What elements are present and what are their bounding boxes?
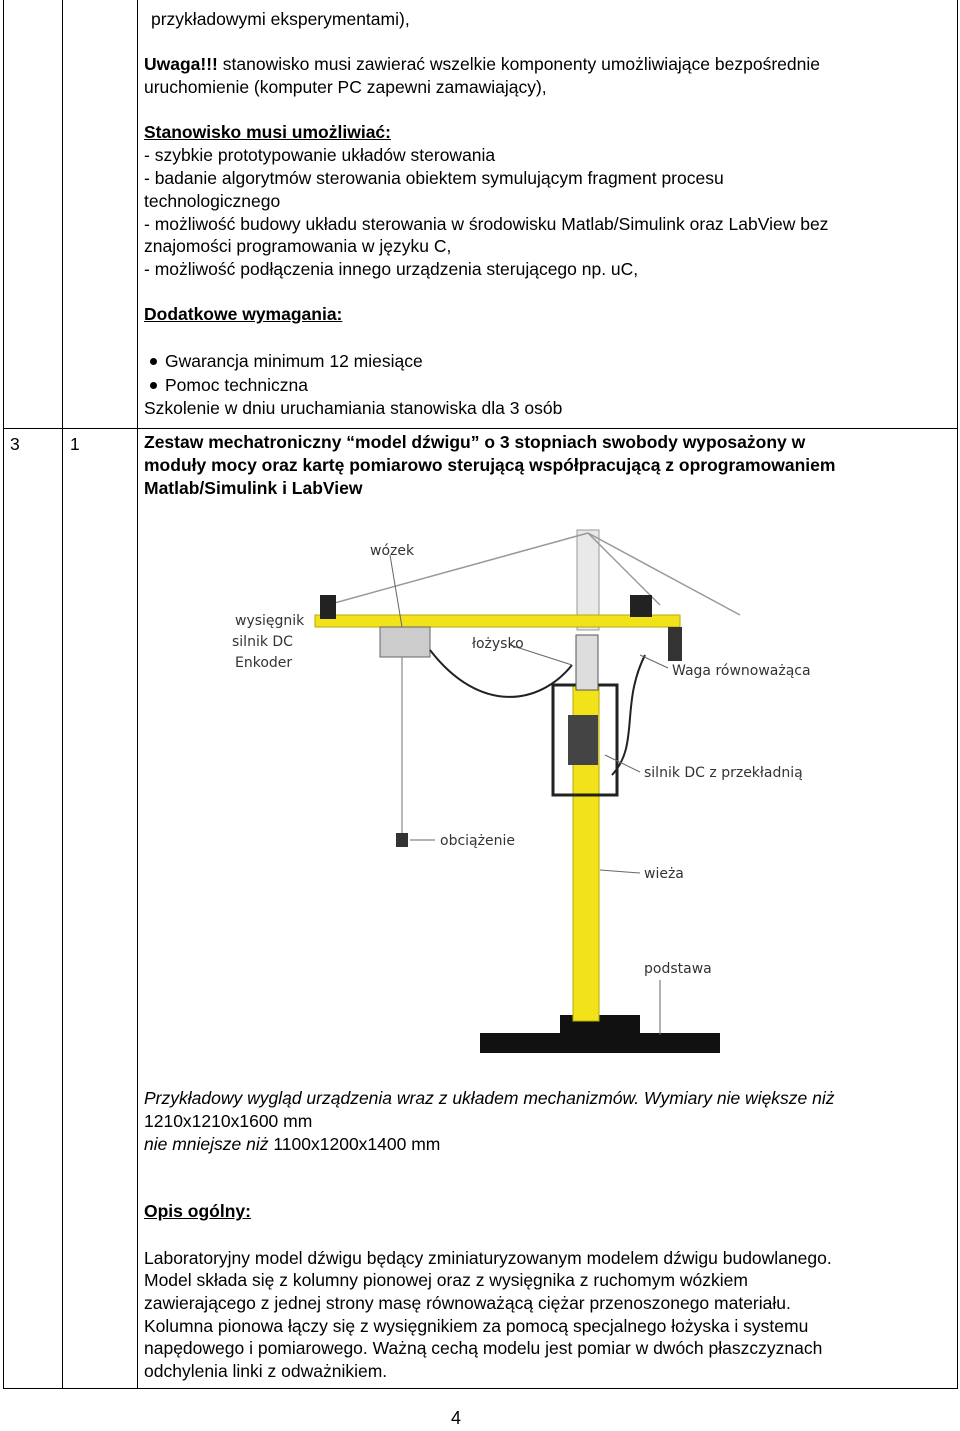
requirement-line: - możliwość podłączenia innego urządzenia sterującego np. uC, bbox=[144, 259, 639, 279]
base-foot bbox=[560, 1015, 640, 1035]
page-number: 4 bbox=[450, 1408, 461, 1428]
bearing bbox=[576, 635, 598, 690]
row-divider bbox=[3, 428, 957, 429]
base-plate bbox=[480, 1033, 720, 1053]
callout-line bbox=[640, 655, 668, 668]
description-line: Laboratoryjny model dźwigu będący zminiaturyzowanym modelem dźwigu budowlanego. bbox=[144, 1248, 832, 1268]
requirement-line: znajomości programowania w języku C, bbox=[144, 236, 452, 256]
bullet-item: Gwarancja minimum 12 miesiące bbox=[165, 351, 423, 371]
label-silnik-dc: silnik DC bbox=[232, 634, 293, 650]
row-lp: 3 bbox=[10, 434, 20, 454]
uwaga-label: Uwaga!!! bbox=[144, 54, 218, 74]
label-wozek: wózek bbox=[370, 543, 415, 559]
bullet-icon bbox=[150, 358, 157, 365]
item-title-line: Matlab/Simulink i LabView bbox=[144, 478, 363, 498]
cable bbox=[430, 650, 572, 697]
stanowisko-heading: Stanowisko musi umożliwiać: bbox=[144, 122, 391, 142]
uwaga-line-2: uruchomienie (komputer PC zapewni zamawiający), bbox=[144, 77, 547, 97]
boom bbox=[315, 615, 680, 627]
dodatkowe-heading: Dodatkowe wymagania: bbox=[144, 304, 343, 324]
label-waga: Waga równoważąca bbox=[672, 663, 811, 679]
column-divider-qty bbox=[137, 0, 138, 1388]
label-enkoder: Enkoder bbox=[235, 655, 293, 671]
label-podstawa: podstawa bbox=[644, 961, 712, 977]
row-qty: 1 bbox=[70, 434, 80, 454]
item-title-line: Zestaw mechatroniczny “model dźwigu” o 3 stopniach swobody wyposażony w bbox=[144, 432, 806, 452]
gear-motor bbox=[568, 715, 598, 765]
requirement-line: technologicznego bbox=[144, 191, 281, 211]
label-wieza: wieża bbox=[644, 866, 684, 882]
requirement-line: - badanie algorytmów sterowania obiektem symulującym fragment procesu bbox=[144, 168, 724, 188]
dimension-min-label: nie mniejsze niż bbox=[144, 1134, 269, 1154]
szkolenie-line: Szkolenie w dniu uruchamiania stanowiska dla 3 osób bbox=[144, 398, 563, 418]
description-line: zawierającego z jednej strony masę równoważącą ciężar przenoszonego materiału. bbox=[144, 1293, 791, 1313]
requirement-line: - możliwość budowy układu sterowania w środowisku Matlab/Simulink oraz LabView bez bbox=[144, 214, 829, 234]
continuation-text: przykładowymi eksperymentami), bbox=[151, 9, 410, 29]
description-line: Model składa się z kolumny pionowej oraz z wysięgnika z ruchomym wózkiem bbox=[144, 1270, 748, 1290]
callout-line bbox=[600, 870, 640, 873]
description-line: Kolumna pionowa łączy się z wysięgnikiem za pomocą specjalnego łożyska i systemu bbox=[144, 1316, 809, 1336]
trolley-motor bbox=[320, 595, 336, 619]
opis-heading: Opis ogólny: bbox=[144, 1201, 251, 1221]
item-title-line: moduły mocy oraz kartę pomiarowo sterującą współpracującą z oprogramowaniem bbox=[144, 455, 836, 475]
uwaga-line bbox=[144, 53, 820, 76]
crane-figure bbox=[220, 515, 820, 1065]
label-lozysko: łożysko bbox=[472, 636, 524, 652]
description-line: napędowego i pomiarowego. Ważną cechą modelu jest pomiar w dwóch płaszczyznach bbox=[144, 1338, 823, 1358]
description-line: odchylenia linki z odważnikiem. bbox=[144, 1361, 388, 1381]
counterweight bbox=[668, 627, 682, 661]
bullet-item: Pomoc techniczna bbox=[165, 375, 308, 395]
uwaga-text: stanowisko musi zawierać wszelkie komponenty umożliwiające bezpośrednie bbox=[217, 54, 820, 74]
column-divider-lp bbox=[62, 0, 63, 1388]
dimension-min-line bbox=[144, 1133, 440, 1156]
label-silnik-przekladnia: silnik DC z przekładnią bbox=[644, 765, 803, 781]
bullet-icon bbox=[150, 382, 157, 389]
trolley bbox=[380, 627, 430, 657]
dimension-max: 1210x1210x1600 mm bbox=[144, 1111, 313, 1131]
guy-wire bbox=[320, 533, 588, 607]
guy-wire bbox=[588, 533, 740, 615]
requirement-line: - szybkie prototypowanie układów sterowania bbox=[144, 145, 496, 165]
figure-caption: Przykładowy wygląd urządzenia wraz z układem mechanizmów. Wymiary nie większe niż bbox=[144, 1088, 835, 1108]
label-obciazenie: obciążenie bbox=[440, 833, 515, 849]
counterweight-motor bbox=[630, 595, 652, 617]
label-wysiegnik: wysięgnik bbox=[235, 613, 305, 629]
load-weight bbox=[396, 833, 408, 847]
dimension-min: 1100x1200x1400 mm bbox=[268, 1134, 441, 1154]
